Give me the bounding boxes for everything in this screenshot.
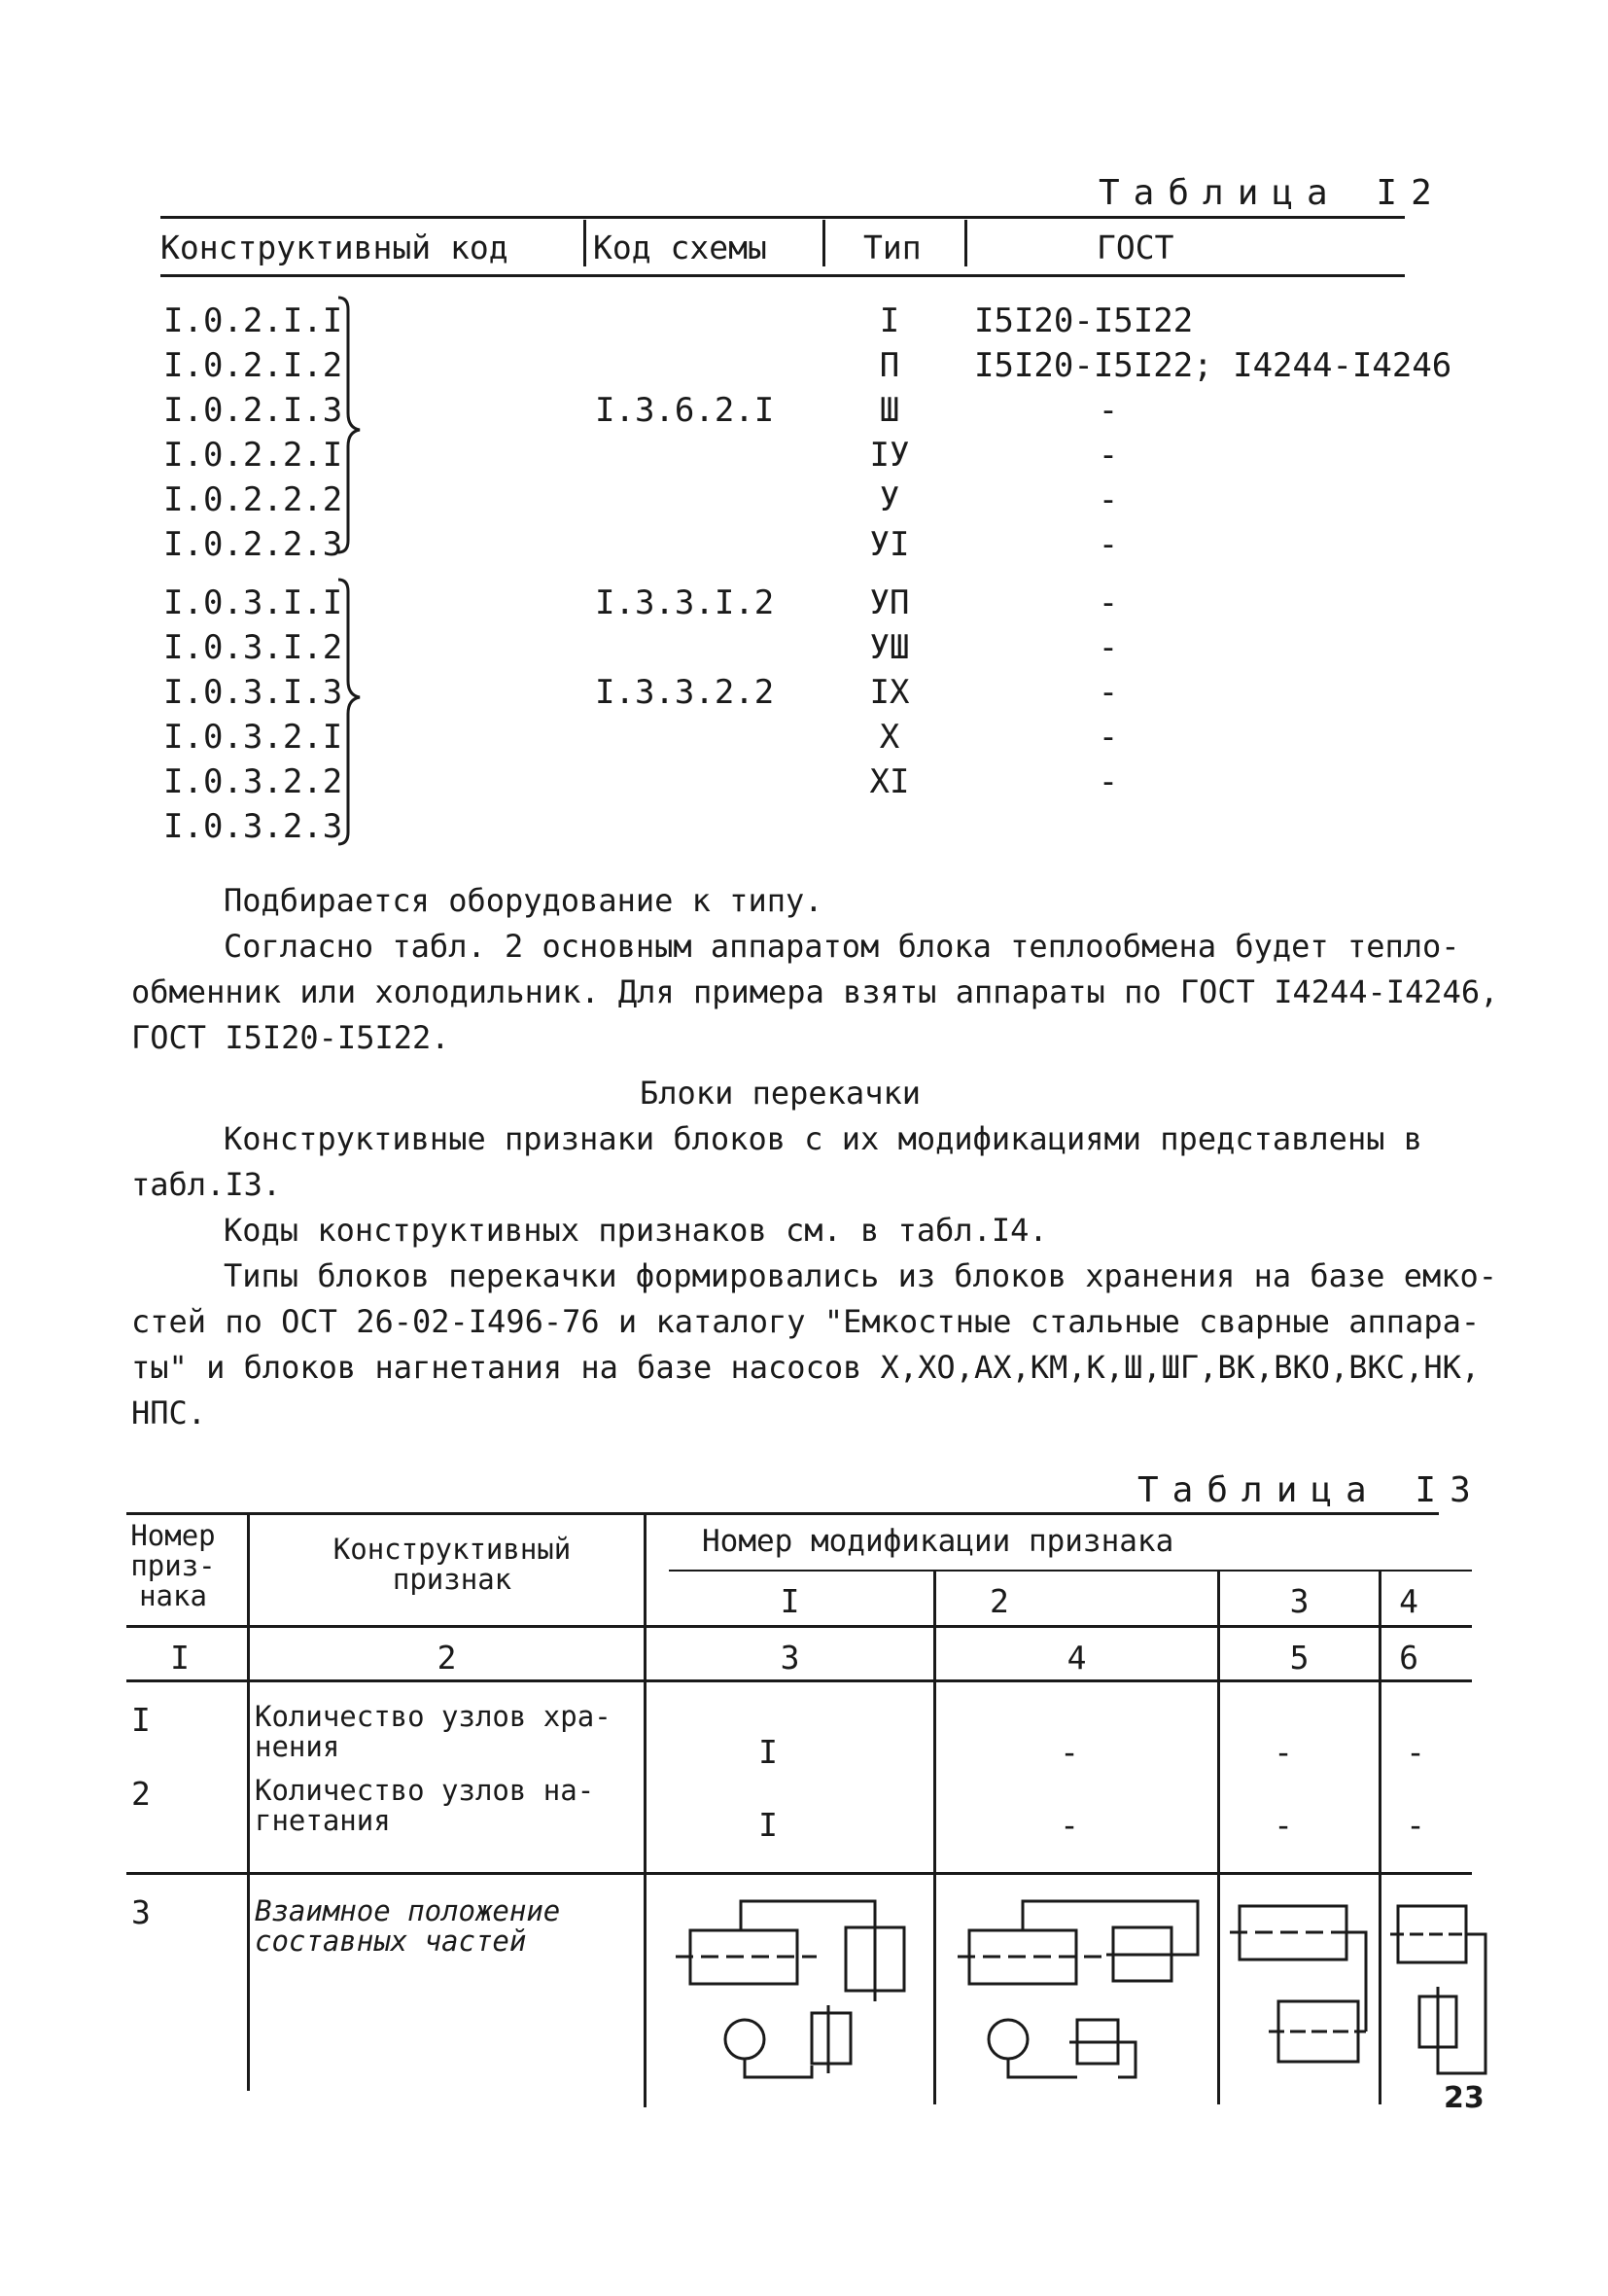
schematic-mod-2 [958,1901,1198,2077]
table12-type: У [879,480,900,519]
table12-type: I [879,301,900,340]
table12-code: I.0.3.2.I [163,718,343,757]
table13-header-number: Номер приз-нака [130,1519,216,1612]
table12-scheme: I.3.6.2.I [595,391,775,430]
table12-header-type: Тип [863,229,922,266]
paragraph-types-line4: НПС. [131,1395,207,1431]
page-number: 23 [1444,2081,1485,2115]
paragraph-equipment: Подбирается оборудование к типу. [224,882,823,919]
paragraph-heat-exchange-line1: Согласно табл. 2 основным аппаратом блока теплообмена будет тепло- [224,928,1460,965]
table12-code: I.0.2.2.3 [163,525,343,564]
table12-gost: I5I20-I5I22; I4244-I4246 [974,346,1452,385]
table12-code: I.0.2.2.I [163,436,343,475]
table12-code: I.0.2.I.3 [163,391,343,430]
table12-caption: Таблица I2 [1099,173,1446,213]
table13-caption: Таблица I3 [1137,1470,1485,1510]
table13-col-number: 2 [437,1639,457,1677]
table13-col-number: 6 [1399,1639,1418,1677]
table12-scheme: I.3.3.2.2 [595,673,775,712]
table12-type: УI [869,525,910,564]
table13-col-number: 5 [1289,1639,1310,1677]
paragraph-features-line1: Конструктивные признаки блоков с их модификациями представлены в [224,1120,1422,1157]
schematic-mod-3 [1230,1906,1366,2062]
schematic-mod-1 [676,1901,904,2077]
table12-code: I.0.2.2.2 [163,480,343,519]
table13-col-number: 3 [780,1639,800,1677]
table13-row-mod: - [1274,1806,1293,1844]
table13-row-feature: Количество узлов хра-нения [255,1700,612,1763]
table12-gost: - [1098,436,1119,475]
paragraph-types-line3: ты" и блоков нагнетания на базе насосов X,XO,AX,KM,K,Ш,ШГ,BK,BKO,BKC,HK, [131,1349,1481,1386]
table12-code: I.0.3.I.2 [163,628,343,667]
table12-type: УШ [869,628,910,667]
table12-type: УП [869,583,910,622]
table12-header-scheme: Код схемы [593,229,767,266]
paragraph-heat-exchange-line2: обменник или холодильник. Для примера взяты аппараты по ГОСТ I4244-I4246, [131,973,1499,1010]
table12-header-code: Конструктивный код [160,229,508,266]
table12-gost: - [1098,628,1119,667]
table13-row-number: 2 [131,1775,151,1813]
table12-type: П [879,346,900,385]
table12-gost: - [1098,762,1119,801]
schematic-mod-4 [1390,1906,1486,2073]
table12-code: I.0.3.2.3 [163,807,343,846]
table13-row-number: I [131,1701,151,1739]
table13-mod-col: I [780,1582,800,1620]
table13-col-number: 4 [1066,1639,1087,1677]
table13-mod-col: 2 [990,1582,1009,1620]
table13-row-mod: - [1060,1806,1079,1844]
table13-row-mod: - [1406,1733,1425,1771]
table12-code: I.0.3.2.2 [163,762,343,801]
paragraph-heat-exchange-line3: ГОСТ I5I20-I5I22. [131,1019,450,1056]
table13-row-number: 3 [131,1893,151,1931]
table12-type: IУ [869,436,910,475]
table12-gost: - [1098,391,1119,430]
table12-gost: - [1098,718,1119,757]
table12-code: I.0.3.I.I [163,583,343,622]
table12-code: I.0.2.I.2 [163,346,343,385]
table13-row-mod: - [1060,1733,1079,1771]
table13-header-feature: Конструктивный признак [332,1533,572,1596]
table13-mod-col: 4 [1399,1582,1418,1620]
table12-gost: - [1098,583,1119,622]
table13-row-mod: - [1406,1806,1425,1844]
table12-type: X [879,718,900,757]
table13-row-feature: Количество узлов на-гнетания [255,1774,595,1837]
table12-gost: - [1098,525,1119,564]
table13-row-feature: Взаимное положение составных частей [255,1894,561,1958]
table12-gost: - [1098,480,1119,519]
table12-code: I.0.3.I.3 [163,673,343,712]
table12-type: Ш [879,391,900,430]
table13-header-modification: Номер модификации признака [702,1524,1174,1559]
table13-row-mod: I [758,1733,778,1771]
table12-code: I.0.2.I.I [163,301,343,340]
paragraph-features-line2: табл.I3. [131,1166,282,1203]
paragraph-codes: Коды конструктивных признаков см. в табл.I4. [224,1212,1048,1249]
table13-col-number: I [170,1639,190,1677]
table13-row-mod: I [758,1806,778,1844]
table13-mod-col: 3 [1289,1582,1310,1620]
table12-gost: I5I20-I5I22 [974,301,1194,340]
table12-type: XI [869,762,910,801]
paragraph-types-line1: Типы блоков перекачки формировались из блоков хранения на базе емко- [224,1257,1498,1294]
table12-scheme: I.3.3.I.2 [595,583,775,622]
section-heading-pumping-blocks: Блоки перекачки [640,1075,921,1112]
table12-gost: - [1098,673,1119,712]
table12-header-gost: ГОСТ [1097,229,1174,266]
paragraph-types-line2: стей по ОСТ 26-02-I496-76 и каталогу "Емкостные стальные сварные аппара- [131,1303,1481,1340]
table12-type: IX [869,673,910,712]
table13-row-mod: - [1274,1733,1293,1771]
